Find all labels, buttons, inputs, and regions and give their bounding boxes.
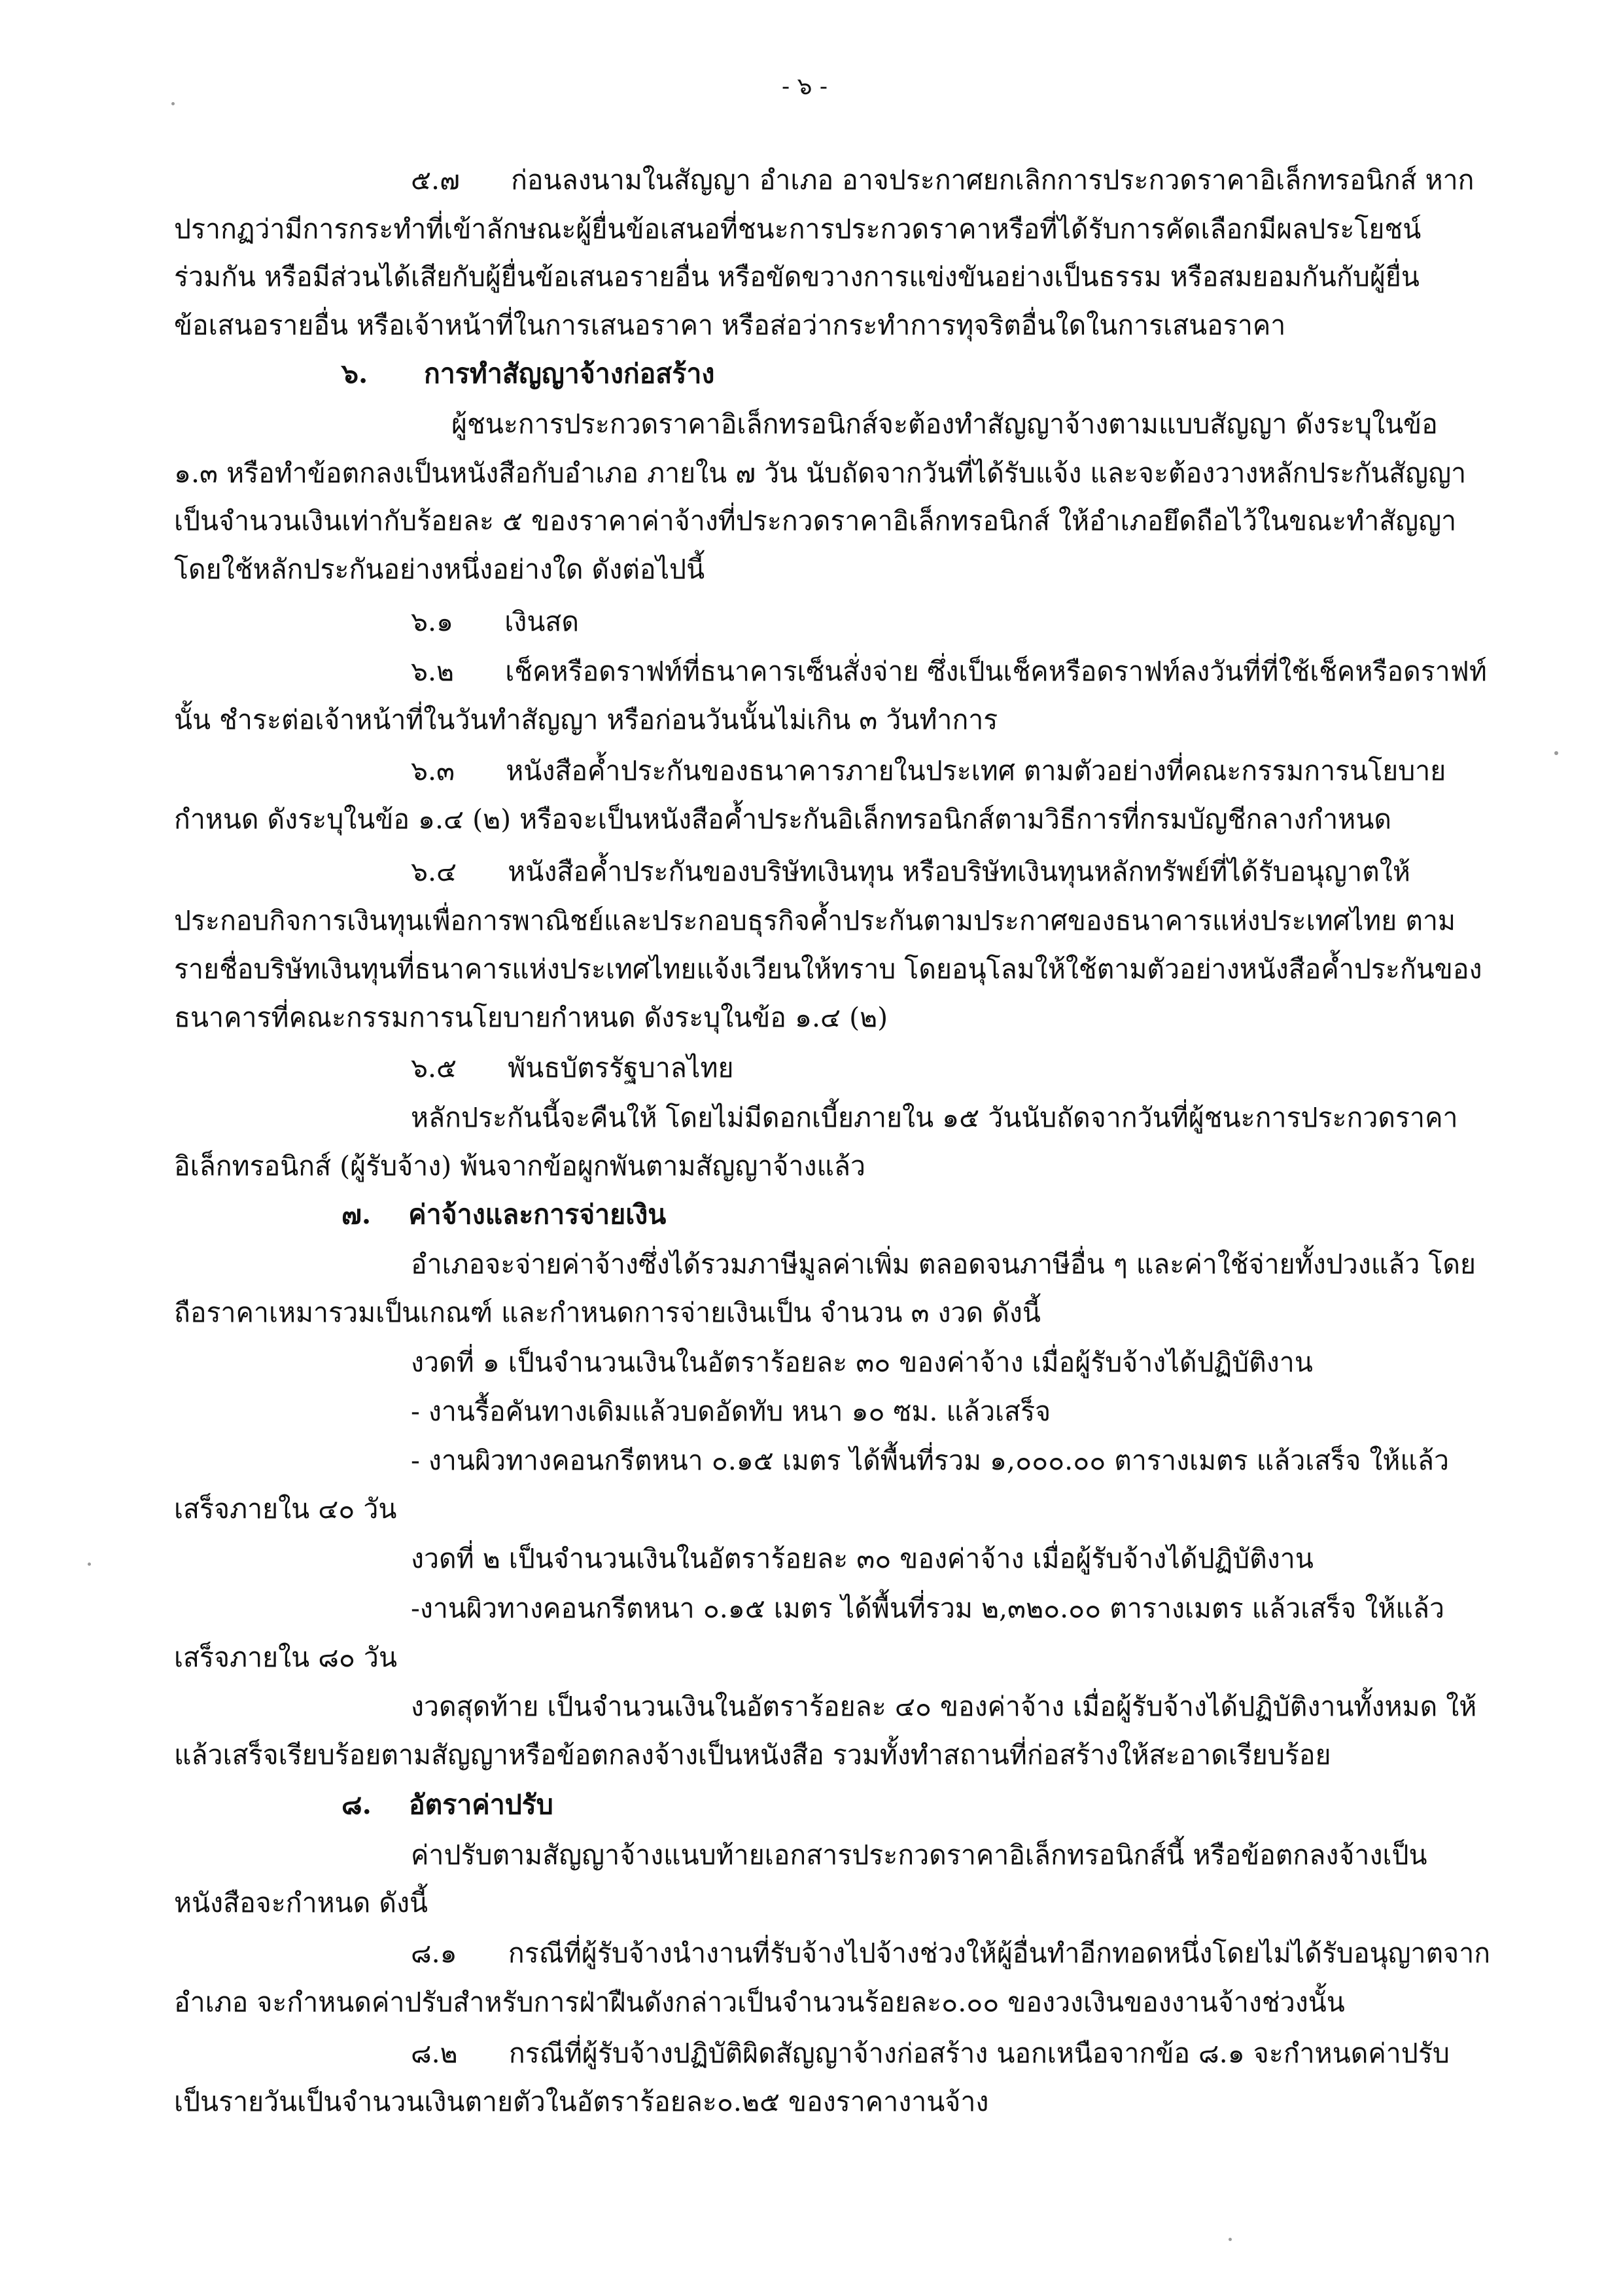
final-installment-line-1: งวดสุดท้าย เป็นจำนวนเงินในอัตราร้อยละ ๔๐ ของค่าจ้าง เมื่อผู้รับจ้างได้ปฏิบัติงานทั้งหมด ให้: [411, 1691, 1477, 1722]
clause-5-7-line-4: ข้อเสนอรายอื่น หรือเจ้าหน้าที่ในการเสนอราคา หรือส่อว่ากระทำการทุจริตอื่นใดในการเสนอราคา: [174, 309, 1286, 341]
clause-6-4-line-2: ประกอบกิจการเงินทุนเพื่อการพาณิชย์และประกอบธุรกิจค้ำประกันตามประกาศของธนาคารแห่งประเทศไทย ตาม: [174, 905, 1456, 936]
clause-8-1-line-2: อำเภอ จะกำหนดค่าปรับสำหรับการฝ่าฝืนดังกล่าวเป็นจำนวนร้อยละ๐.๐๐ ของวงเงินของงานจ้างช่วงนั้น: [174, 1987, 1345, 2018]
section-6-line-1: ผู้ชนะการประกวดราคาอิเล็กทรอนิกส์จะต้องทำสัญญาจ้างตามแบบสัญญา ดังระบุในข้อ: [451, 408, 1438, 440]
clause-6-4-line-4: ธนาคารที่คณะกรรมการนโยบายกำหนด ดังระบุในข้อ ๑.๔ (๒): [174, 1002, 888, 1033]
guarantee-return-line-2: อิเล็กทรอนิกส์ (ผู้รับจ้าง) พ้นจากข้อผูกพันตามสัญญาจ้างแล้ว: [174, 1150, 866, 1182]
clause-8-1-line-1: ๘.๑ กรณีที่ผู้รับจ้างนำงานที่รับจ้างไปจ้างช่วงให้ผู้อื่นทำอีกทอดหนึ่งโดยไม่ได้รับอนุญาตจาก: [411, 1937, 1491, 1969]
clause-6-5-line-1: ๖.๕ พันธบัตรรัฐบาลไทย: [411, 1052, 734, 1084]
clause-6-2-line-2: นั้น ชำระต่อเจ้าหน้าที่ในวันทำสัญญา หรือก่อนวันนั้นไม่เกิน ๓ วันทำการ: [174, 704, 998, 735]
clause-6-4-line-1: ๖.๔ หนังสือค้ำประกันของบริษัทเงินทุน หรือบริษัทเงินทุนหลักทรัพย์ที่ได้รับอนุญาตให้: [411, 856, 1410, 887]
scan-speck: [1554, 751, 1558, 755]
installment-1-item-2-cont: เสร็จภายใน ๔๐ วัน: [174, 1493, 397, 1525]
clause-8-2-line-2: เป็นรายวันเป็นจำนวนเงินตายตัวในอัตราร้อยละ๐.๒๕ ของราคางานจ้าง: [174, 2086, 989, 2117]
scan-speck: [88, 1563, 91, 1566]
clause-8-2-line-1: ๘.๒ กรณีที่ผู้รับจ้างปฏิบัติผิดสัญญาจ้างก่อสร้าง นอกเหนือจากข้อ ๘.๑ จะกำหนดค่าปรับ: [411, 2038, 1450, 2069]
clause-5-7-line-3: ร่วมกัน หรือมีส่วนได้เสียกับผู้ยื่นข้อเสนอรายอื่น หรือขัดขวางการแข่งขันอย่างเป็นธรรม หรือสมยอมกันกับผู้ยื่น: [174, 261, 1420, 292]
clause-6-3-line-2: กำหนด ดังระบุในข้อ ๑.๔ (๒) หรือจะเป็นหนังสือค้ำประกันอิเล็กทรอนิกส์ตามวิธีการที่กรมบัญชีกลางกำหนด: [174, 804, 1391, 835]
installment-2-item-1-cont: เสร็จภายใน ๘๐ วัน: [174, 1642, 397, 1673]
scan-speck: [1229, 2238, 1232, 2241]
section-7-heading: ๗. ค่าจ้างและการจ่ายเงิน: [341, 1199, 667, 1230]
section-6-line-3: เป็นจำนวนเงินเท่ากับร้อยละ ๕ ของราคาค่าจ้างที่ประกวดราคาอิเล็กทรอนิกส์ ให้อำเภอยึดถือไว้ในขณะทำสัญญา: [174, 505, 1457, 537]
section-6-line-2: ๑.๓ หรือทำข้อตกลงเป็นหนังสือกับอำเภอ ภายใน ๗ วัน นับถัดจากวันที่ได้รับแจ้ง และจะต้องวางหลักประกันสัญญา: [174, 457, 1467, 489]
clause-6-3-line-1: ๖.๓ หนังสือค้ำประกันของธนาคารภายในประเทศ ตามตัวอย่างที่คณะกรรมการนโยบาย: [411, 755, 1446, 786]
clause-6-4-line-3: รายชื่อบริษัทเงินทุนที่ธนาคารแห่งประเทศไทยแจ้งเวียนให้ทราบ โดยอนุโลมให้ใช้ตามตัวอย่างหนังสือค้ำประกันของ: [174, 953, 1482, 985]
installment-2-item-1: -งานผิวทางคอนกรีตหนา ๐.๑๕ เมตร ได้พื้นที่รวม ๒,๓๒๐.๐๐ ตารางเมตร แล้วเสร็จ ให้แล้ว: [411, 1593, 1444, 1624]
section-8-heading: ๘. อัตราค่าปรับ: [341, 1789, 553, 1820]
page-number: - ๖ -: [782, 73, 828, 100]
installment-1-item-2: - งานผิวทางคอนกรีตหนา ๐.๑๕ เมตร ได้พื้นที่รวม ๑,๐๐๐.๐๐ ตารางเมตร แล้วเสร็จ ให้แล้ว: [411, 1445, 1450, 1476]
final-installment-line-2: แล้วเสร็จเรียบร้อยตามสัญญาหรือข้อตกลงจ้างเป็นหนังสือ รวมทั้งทำสถานที่ก่อสร้างให้สะอาดเรียบร้อย: [174, 1739, 1331, 1771]
section-7-line-1: อำเภอจะจ่ายค่าจ้างซึ่งได้รวมภาษีมูลค่าเพิ่ม ตลอดจนภาษีอื่น ๆ และค่าใช้จ่ายทั้งปวงแล้ว โดย: [411, 1248, 1476, 1280]
clause-6-1-line-1: ๖.๑ เงินสด: [411, 606, 579, 637]
guarantee-return-line-1: หลักประกันนี้จะคืนให้ โดยไม่มีดอกเบี้ยภายใน ๑๕ วันนับถัดจากวันที่ผู้ชนะการประกวดราคา: [411, 1102, 1458, 1133]
section-6-line-4: โดยใช้หลักประกันอย่างหนึ่งอย่างใด ดังต่อไปนี้: [174, 554, 705, 585]
installment-1-line-1: งวดที่ ๑ เป็นจำนวนเงินในอัตราร้อยละ ๓๐ ของค่าจ้าง เมื่อผู้รับจ้างได้ปฏิบัติงาน: [411, 1347, 1313, 1378]
clause-5-7-line-1: ๕.๗ ก่อนลงนามในสัญญา อำเภอ อาจประกาศยกเลิกการประกวดราคาอิเล็กทรอนิกส์ หาก: [411, 164, 1475, 196]
section-8-line-1: ค่าปรับตามสัญญาจ้างแนบท้ายเอกสารประกวดราคาอิเล็กทรอนิกส์นี้ หรือข้อตกลงจ้างเป็น: [411, 1839, 1427, 1871]
installment-1-item-1: - งานรื้อคันทางเดิมแล้วบดอัดทับ หนา ๑๐ ซม. แล้วเสร็จ: [411, 1396, 1051, 1427]
section-6-heading: ๖. การทำสัญญาจ้างก่อสร้าง: [341, 358, 715, 389]
installment-2-line-1: งวดที่ ๒ เป็นจำนวนเงินในอัตราร้อยละ ๓๐ ของค่าจ้าง เมื่อผู้รับจ้างได้ปฏิบัติงาน: [411, 1543, 1314, 1574]
section-7-line-2: ถือราคาเหมารวมเป็นเกณฑ์ และกำหนดการจ่ายเงินเป็น จำนวน ๓ งวด ดังนี้: [174, 1297, 1041, 1328]
clause-5-7-line-2: ปรากฏว่ามีการกระทำที่เข้าลักษณะผู้ยื่นข้อเสนอที่ชนะการประกวดราคาหรือที่ได้รับการคัดเลือกมีผลประโยชน์: [174, 213, 1422, 245]
section-8-line-2: หนังสือจะกำหนด ดังนี้: [174, 1887, 428, 1918]
clause-6-2-line-1: ๖.๒ เช็คหรือดราฟท์ที่ธนาคารเซ็นสั่งจ่าย ซึ่งเป็นเช็คหรือดราฟท์ลงวันที่ที่ใช้เช็คหรือดราฟท์: [411, 656, 1487, 687]
scan-speck: [171, 102, 175, 105]
